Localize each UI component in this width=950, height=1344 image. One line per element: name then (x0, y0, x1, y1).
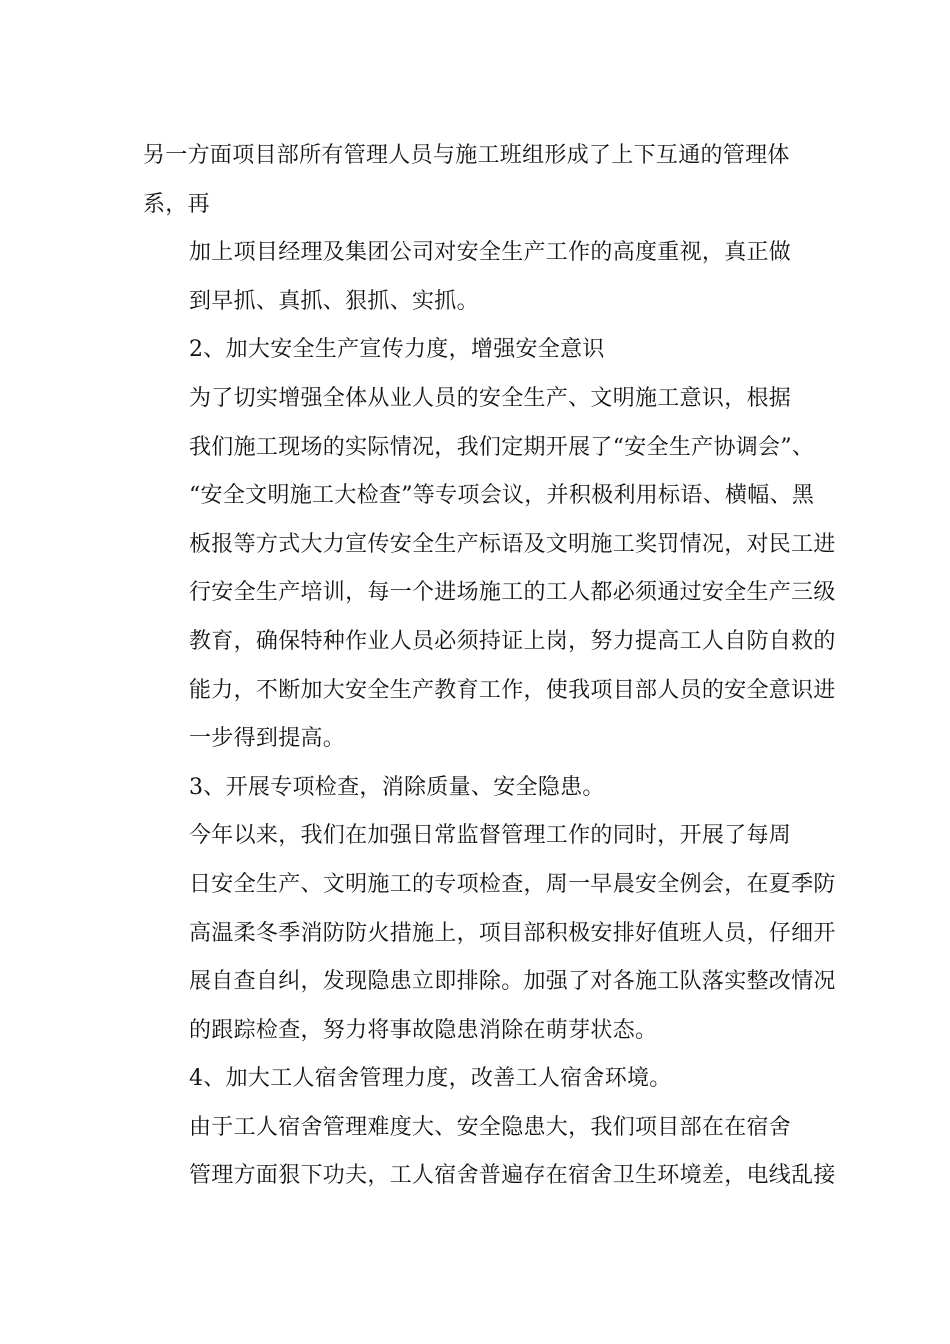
paragraph (143, 132, 807, 229)
text-line: 高温柔冬季消防防火措施上，项目部积极安排好值班人员，仔细开 (189, 920, 836, 946)
text-line: 今年以来，我们在加强日常监督管理工作的同时，开展了每周 (189, 823, 792, 849)
paragraph (143, 1055, 807, 1104)
text-line: 行安全生产培训，每一个进场施工的工人都必须通过安全生产三级 (189, 580, 836, 606)
text-line: 3、开展专项检查，消除质量、安全隐患。 (189, 774, 605, 800)
text-line: 展自查自纠，发现隐患立即排除。加强了对各施工队落实整改情况 (189, 969, 836, 995)
text-line: 板报等方式大力宣传安全生产标语及文明施工奖罚情况，对民工进 (189, 531, 836, 557)
text-line: 教育，确保特种作业人员必须持证上岗，努力提高工人自防自救的 (189, 628, 836, 654)
text-line: 日安全生产、文明施工的专项检查，周一早晨安全例会，在夏季防 (189, 871, 836, 897)
text-line: 能力，不断加大安全生产教育工作，使我项目部人员的安全意识进 (189, 677, 836, 703)
paragraph (143, 229, 807, 326)
paragraph (143, 375, 836, 764)
text-line: 的跟踪检查，努力将事故隐患消除在萌芽状态。 (189, 1017, 658, 1043)
paragraph (143, 1104, 836, 1201)
text-line: 我们施工现场的实际情况，我们定期开展了“安全生产协调会”、 (189, 434, 815, 460)
text-line: 2、加大安全生产宣传力度，增强安全意识 (189, 337, 605, 363)
paragraph (143, 764, 807, 813)
document-body (143, 132, 836, 1201)
text-line: 一步得到提高。 (189, 726, 346, 752)
paragraph (143, 326, 807, 375)
text-line: 到早抓、真抓、狠抓、实抓。 (189, 288, 479, 314)
text-line: 由于工人宿舍管理难度大、安全隐患大，我们项目部在在宿舍 (189, 1114, 792, 1140)
paragraph (143, 812, 836, 1055)
text-line: 管理方面狠下功夫，工人宿舍普遍存在宿舍卫生环境差，电线乱接 (189, 1163, 836, 1189)
text-line: 为了切实增强全体从业人员的安全生产、文明施工意识，根据 (189, 385, 792, 411)
text-line: 4、加大工人宿舍管理力度，改善工人宿舍环境。 (189, 1066, 672, 1092)
text-line: 另一方面项目部所有管理人员与施工班组形成了上下互通的管理体 (143, 143, 790, 168)
text-line: “安全文明施工大检查”等专项会议，并积极利用标语、横幅、黑 (189, 483, 815, 509)
text-line: 加上项目经理及集团公司对安全生产工作的高度重视，真正做 (189, 240, 792, 266)
text-line: 系，再 (143, 191, 210, 217)
